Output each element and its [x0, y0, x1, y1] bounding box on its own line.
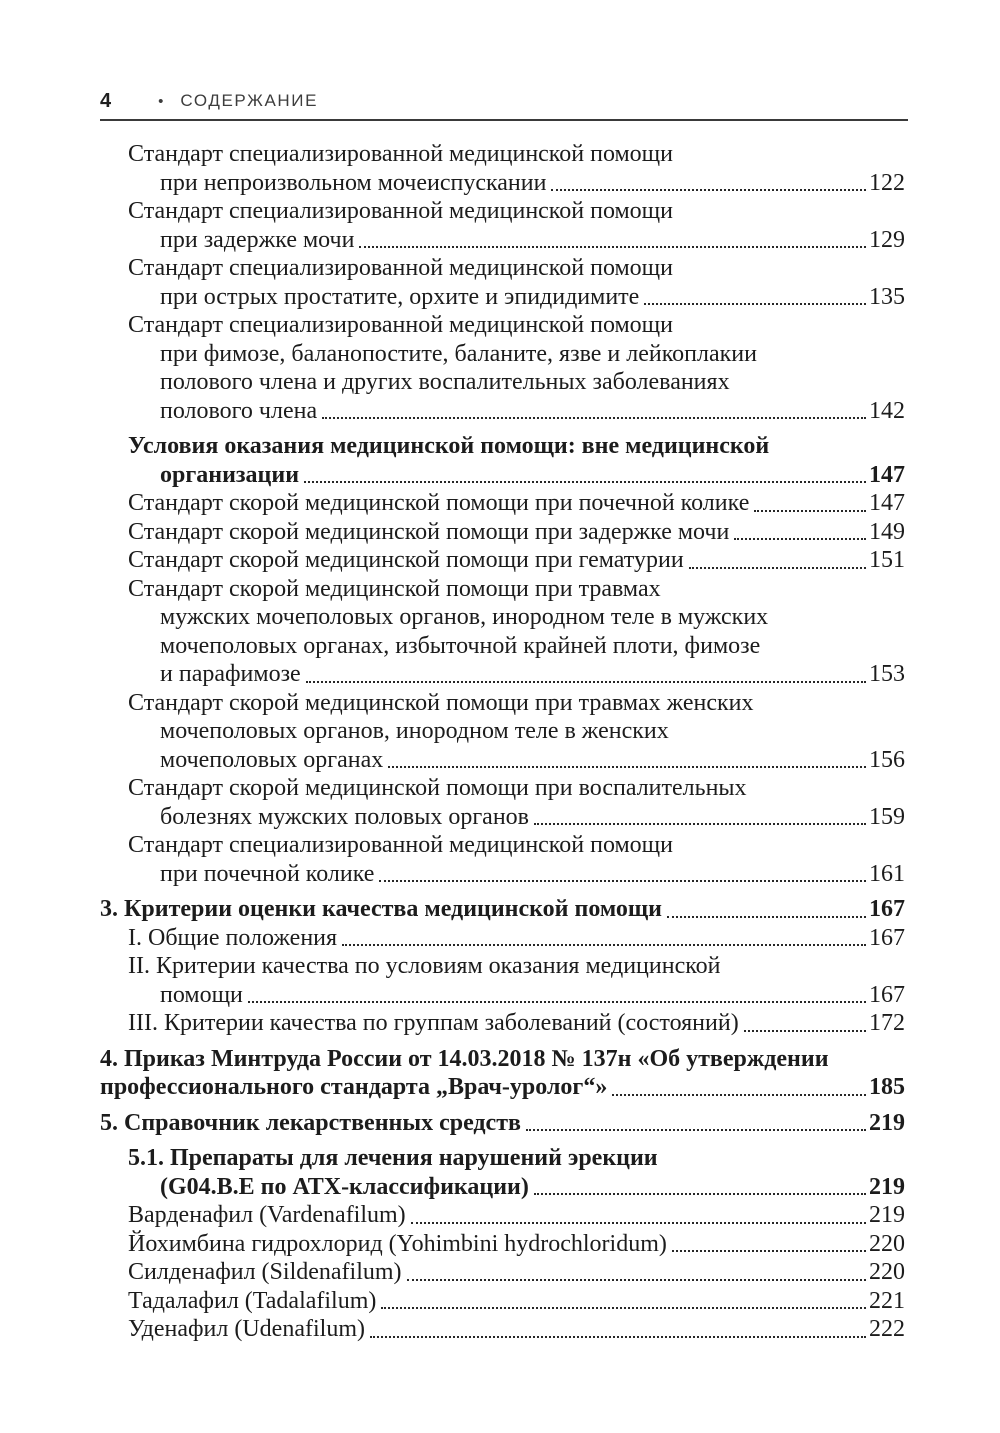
toc-entry-text: Стандарт скорой медицинской помощи при почечной колике	[128, 490, 750, 516]
toc-entry	[100, 575, 905, 689]
toc-entry	[100, 254, 905, 311]
toc-leader-line	[100, 860, 905, 889]
toc-entry	[100, 1109, 905, 1138]
toc-entry	[100, 774, 905, 831]
toc-page-number: 161	[869, 860, 905, 887]
toc-line: мужских мочеполовых органов, инородном теле в мужских	[160, 604, 769, 630]
toc-entry-text: помощи	[160, 981, 243, 1008]
toc-entry	[100, 924, 905, 953]
toc-leader-line	[100, 461, 905, 490]
toc-entry	[100, 831, 905, 888]
toc-leader-line	[100, 803, 905, 832]
toc-line: 4. Приказ Минтруда России от 14.03.2018 № 137н «Об утверждении	[100, 1045, 829, 1072]
dot-leader	[667, 916, 866, 918]
dot-leader	[551, 189, 866, 191]
toc-leader-line	[100, 1173, 905, 1202]
toc-entry-text: III. Критерии качества по группам заболеваний (состояний)	[128, 1010, 739, 1036]
toc-line: мочеполовых органов, инородном теле в женских	[160, 718, 669, 744]
toc-entry	[100, 197, 905, 254]
toc-entry-text: Уденафил (Udenafilum)	[128, 1316, 365, 1342]
toc-entry-text: Варденафил (Vardenafilum)	[128, 1202, 406, 1228]
toc-entry-text: при острых простатите, орхите и эпидидимите	[160, 283, 640, 310]
toc-entry	[100, 1287, 905, 1316]
toc-leader-line	[100, 1287, 905, 1316]
toc-page-number: 220	[869, 1230, 905, 1257]
toc-page-number: 221	[869, 1287, 905, 1314]
dot-leader	[526, 1129, 866, 1131]
toc-entry	[100, 1009, 905, 1038]
toc-entry-text: Силденафил (Sildenafilum)	[128, 1259, 402, 1285]
toc-line: Стандарт специализированной медицинской помощи	[128, 312, 673, 338]
toc-entry	[100, 1045, 905, 1102]
toc-entry-text: профессионального стандарта „Врач-уролог“»	[100, 1074, 608, 1100]
toc-entry	[100, 546, 905, 575]
toc-leader-line	[100, 283, 905, 312]
toc-entry-text: при почечной колике	[160, 860, 375, 887]
toc-line: при фимозе, баланопостите, баланите, язве и лейкоплакии	[160, 340, 757, 367]
toc-entry-text: I. Общие положения	[128, 924, 338, 951]
dot-leader	[388, 766, 866, 768]
toc-line: Стандарт специализированной медицинской помощи	[128, 141, 673, 167]
toc-entry	[100, 1315, 905, 1344]
toc-entry	[100, 1258, 905, 1287]
toc-line: Стандарт специализированной медицинской помощи	[128, 832, 673, 858]
toc-page-number: 153	[869, 661, 905, 687]
table-of-contents	[100, 140, 905, 1344]
toc-entry	[100, 140, 905, 197]
dot-leader	[322, 417, 866, 419]
toc-page-number: 122	[869, 169, 905, 196]
toc-leader-line	[100, 660, 905, 689]
toc-line: 5.1. Препараты для лечения нарушений эрекции	[128, 1145, 658, 1171]
dot-leader	[359, 246, 866, 248]
toc-entry	[100, 1230, 905, 1259]
toc-page-number: 151	[869, 547, 905, 573]
dot-leader	[304, 481, 866, 483]
toc-entry-text: 5. Справочник лекарственных средств	[100, 1109, 521, 1136]
toc-leader-line	[100, 169, 905, 198]
toc-page-number: 142	[869, 397, 905, 424]
toc-page-number: 147	[869, 461, 905, 488]
toc-entry-text: при непроизвольном мочеиспускании	[160, 169, 547, 196]
toc-page-number: 219	[869, 1173, 905, 1200]
toc-leader-line	[100, 924, 905, 953]
toc-line: Стандарт скорой медицинской помощи при травмах	[128, 575, 661, 602]
toc-line: Стандарт специализированной медицинской помощи	[128, 198, 673, 224]
dot-leader	[411, 1222, 866, 1224]
toc-leader-line	[100, 1109, 905, 1138]
toc-page-number: 129	[869, 226, 905, 253]
toc-page-number: 156	[869, 746, 905, 773]
toc-line: Стандарт скорой медицинской помощи при воспалительных	[128, 775, 747, 801]
toc-leader-line	[100, 746, 905, 775]
toc-leader-line	[100, 1230, 905, 1259]
toc-page-number: 222	[869, 1316, 905, 1342]
toc-page-number: 185	[869, 1074, 905, 1100]
toc-leader-line	[100, 397, 905, 426]
page-number: 4	[100, 89, 112, 112]
toc-page-number: 220	[869, 1259, 905, 1285]
toc-leader-line	[100, 518, 905, 547]
toc-page-number: 219	[869, 1109, 905, 1136]
toc-leader-line	[100, 981, 905, 1010]
bullet-icon: •	[158, 92, 164, 110]
toc-page-number: 167	[869, 896, 905, 922]
toc-leader-line	[100, 226, 905, 255]
toc-entry-text: Стандарт скорой медицинской помощи при задержке мочи	[128, 518, 730, 545]
toc-entry-text: при задержке мочи	[160, 226, 355, 253]
dot-leader	[672, 1250, 866, 1252]
dot-leader	[689, 567, 866, 569]
running-header	[100, 90, 905, 112]
dot-leader	[744, 1030, 866, 1032]
toc-entry-text: организации	[160, 461, 300, 488]
toc-leader-line	[100, 895, 905, 924]
toc-page-number: 159	[869, 803, 905, 830]
toc-page-number: 135	[869, 283, 905, 310]
dot-leader	[612, 1094, 866, 1096]
dot-leader	[734, 538, 866, 540]
toc-page-number: 149	[869, 518, 905, 545]
toc-page-number: 147	[869, 490, 905, 516]
toc-entry	[100, 489, 905, 518]
toc-leader-line	[100, 1073, 905, 1102]
toc-leader-line	[100, 1009, 905, 1038]
toc-leader-line	[100, 546, 905, 575]
dot-leader	[342, 944, 866, 946]
toc-entry-text: мочеполовых органах	[160, 746, 384, 773]
toc-leader-line	[100, 1201, 905, 1230]
dot-leader	[534, 1193, 866, 1195]
dot-leader	[381, 1307, 866, 1309]
dot-leader	[644, 303, 866, 305]
toc-entry	[100, 689, 905, 775]
toc-entry-text: полового члена	[160, 397, 318, 424]
toc-entry-text: Йохимбина гидрохлорид (Yohimbini hydrochloridum)	[128, 1230, 667, 1257]
toc-entry-text: Тадалафил (Tadalafilum)	[128, 1287, 377, 1314]
toc-leader-line	[100, 489, 905, 518]
toc-entry-text: (G04.B.E по АТХ-классификации)	[160, 1173, 529, 1200]
toc-entry	[100, 895, 905, 924]
toc-line: полового члена и других воспалительных заболеваниях	[160, 369, 730, 395]
toc-line: Условия оказания медицинской помощи: вне медицинской	[128, 433, 770, 459]
toc-entry-text: болезнях мужских половых органов	[160, 803, 529, 830]
toc-line: II. Критерии качества по условиям оказания медицинской	[128, 953, 721, 979]
toc-entry	[100, 432, 905, 489]
dot-leader	[248, 1001, 866, 1003]
toc-line: Стандарт специализированной медицинской помощи	[128, 255, 673, 281]
toc-entry-text: и парафимозе	[160, 661, 301, 687]
toc-entry	[100, 311, 905, 425]
toc-entry	[100, 1201, 905, 1230]
toc-entry	[100, 1144, 905, 1201]
toc-page-number: 172	[869, 1010, 905, 1036]
toc-entry-text: 3. Критерии оценки качества медицинской помощи	[100, 896, 662, 922]
toc-entry	[100, 952, 905, 1009]
dot-leader	[534, 823, 866, 825]
toc-page-number: 167	[869, 924, 905, 951]
dot-leader	[754, 510, 866, 512]
toc-line: Стандарт скорой медицинской помощи при травмах женских	[128, 689, 754, 716]
toc-page-number: 167	[869, 981, 905, 1008]
dot-leader	[379, 880, 866, 882]
toc-leader-line	[100, 1315, 905, 1344]
dot-leader	[370, 1336, 866, 1338]
header-rule	[100, 119, 908, 121]
toc-leader-line	[100, 1258, 905, 1287]
toc-line: мочеполовых органах, избыточной крайней плоти, фимозе	[160, 632, 761, 659]
toc-page-number: 219	[869, 1202, 905, 1228]
dot-leader	[306, 681, 866, 683]
toc-entry	[100, 518, 905, 547]
dot-leader	[407, 1279, 866, 1281]
contents-title: СОДЕРЖАНИЕ	[180, 91, 319, 110]
toc-entry-text: Стандарт скорой медицинской помощи при гематурии	[128, 547, 684, 573]
